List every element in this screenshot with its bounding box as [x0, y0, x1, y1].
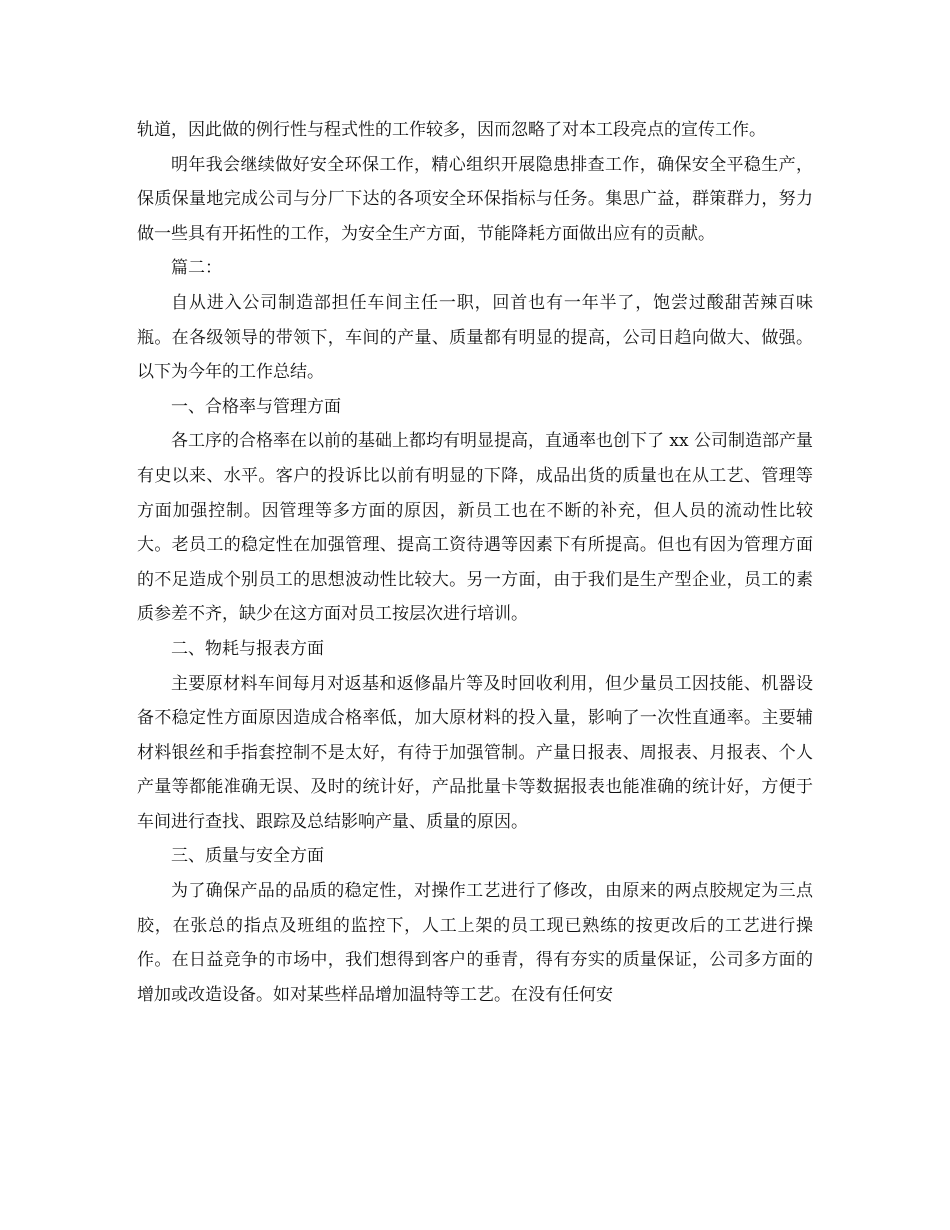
section-heading: 二、物耗与报表方面 [171, 638, 324, 659]
paragraph: 主要原材料车间每月对返基和返修晶片等及时回收利用，但少量员工因技能、机器设备不稳定性方面原因造成合格率低，加大原材料的投入量，影响了一次性直通率。主要辅材料银丝和手指套控制不是太好，有待于加强管制。产量日报表、周报表、月报表、个人产量等都能准确无误、及时的统计好，产品批量卡等数据报表也能准确的统计好，方便于车间进行查找、跟踪及总结影响产量、质量的原因。 [137, 673, 813, 832]
document-body [137, 113, 813, 1012]
paragraph: 为了确保产品的品质的稳定性，对操作工艺进行了修改，由原来的两点胶规定为三点胶，在张总的指点及班组的监控下，人工上架的员工现已熟练的按更改后的工艺进行操作。在日益竞争的市场中，我们想得到客户的垂青，得有夯实的质量保证，公司多方面的增加或改造设备。如对某些样品增加温特等工艺。在没有任何安 [137, 881, 813, 1005]
section-heading: 三、质量与安全方面 [171, 846, 324, 867]
paragraph: 轨道，因此做的例行性与程式性的工作较多，因而忽略了对本工段亮点的宣传工作。 [137, 120, 766, 140]
section-heading: 篇二： [171, 258, 222, 279]
paragraph: 自从进入公司制造部担任车间主任一职，回首也有一年半了，饱尝过酸甜苦辣百味瓶。在各级领导的带领下，车间的产量、质量都有明显的提高，公司日趋向做大、做强。以下为今年的工作总结。 [137, 292, 813, 383]
paragraph: 明年我会继续做好安全环保工作，精心组织开展隐患排查工作，确保安全平稳生产，保质保量地完成公司与分厂下达的各项安全环保指标与任务。集思广益，群策群力，努力做一些具有开拓性的工作，为安全生产方面，节能降耗方面做出应有的贡献。 [137, 154, 813, 244]
section-heading: 一、合格率与管理方面 [171, 396, 341, 417]
paragraph: 各工序的合格率在以前的基础上都均有明显提高，直通率也创下了 xx 公司制造部产量有史以来、水平。客户的投诉比以前有明显的下降，成品出货的质量也在从工艺、管理等方面加强控制。因管理等多方面的原因，新员工也在不断的补充，但人员的流动性比较大。老员工的稳定性在加强管理、提高工资待遇等因素下有所提高。但也有因为管理方面的不足造成个别员工的思想波动性比较大。另一方面，由于我们是生产型企业，员工的素质参差不齐，缺少在这方面对员工按层次进行培训。 [137, 431, 813, 625]
